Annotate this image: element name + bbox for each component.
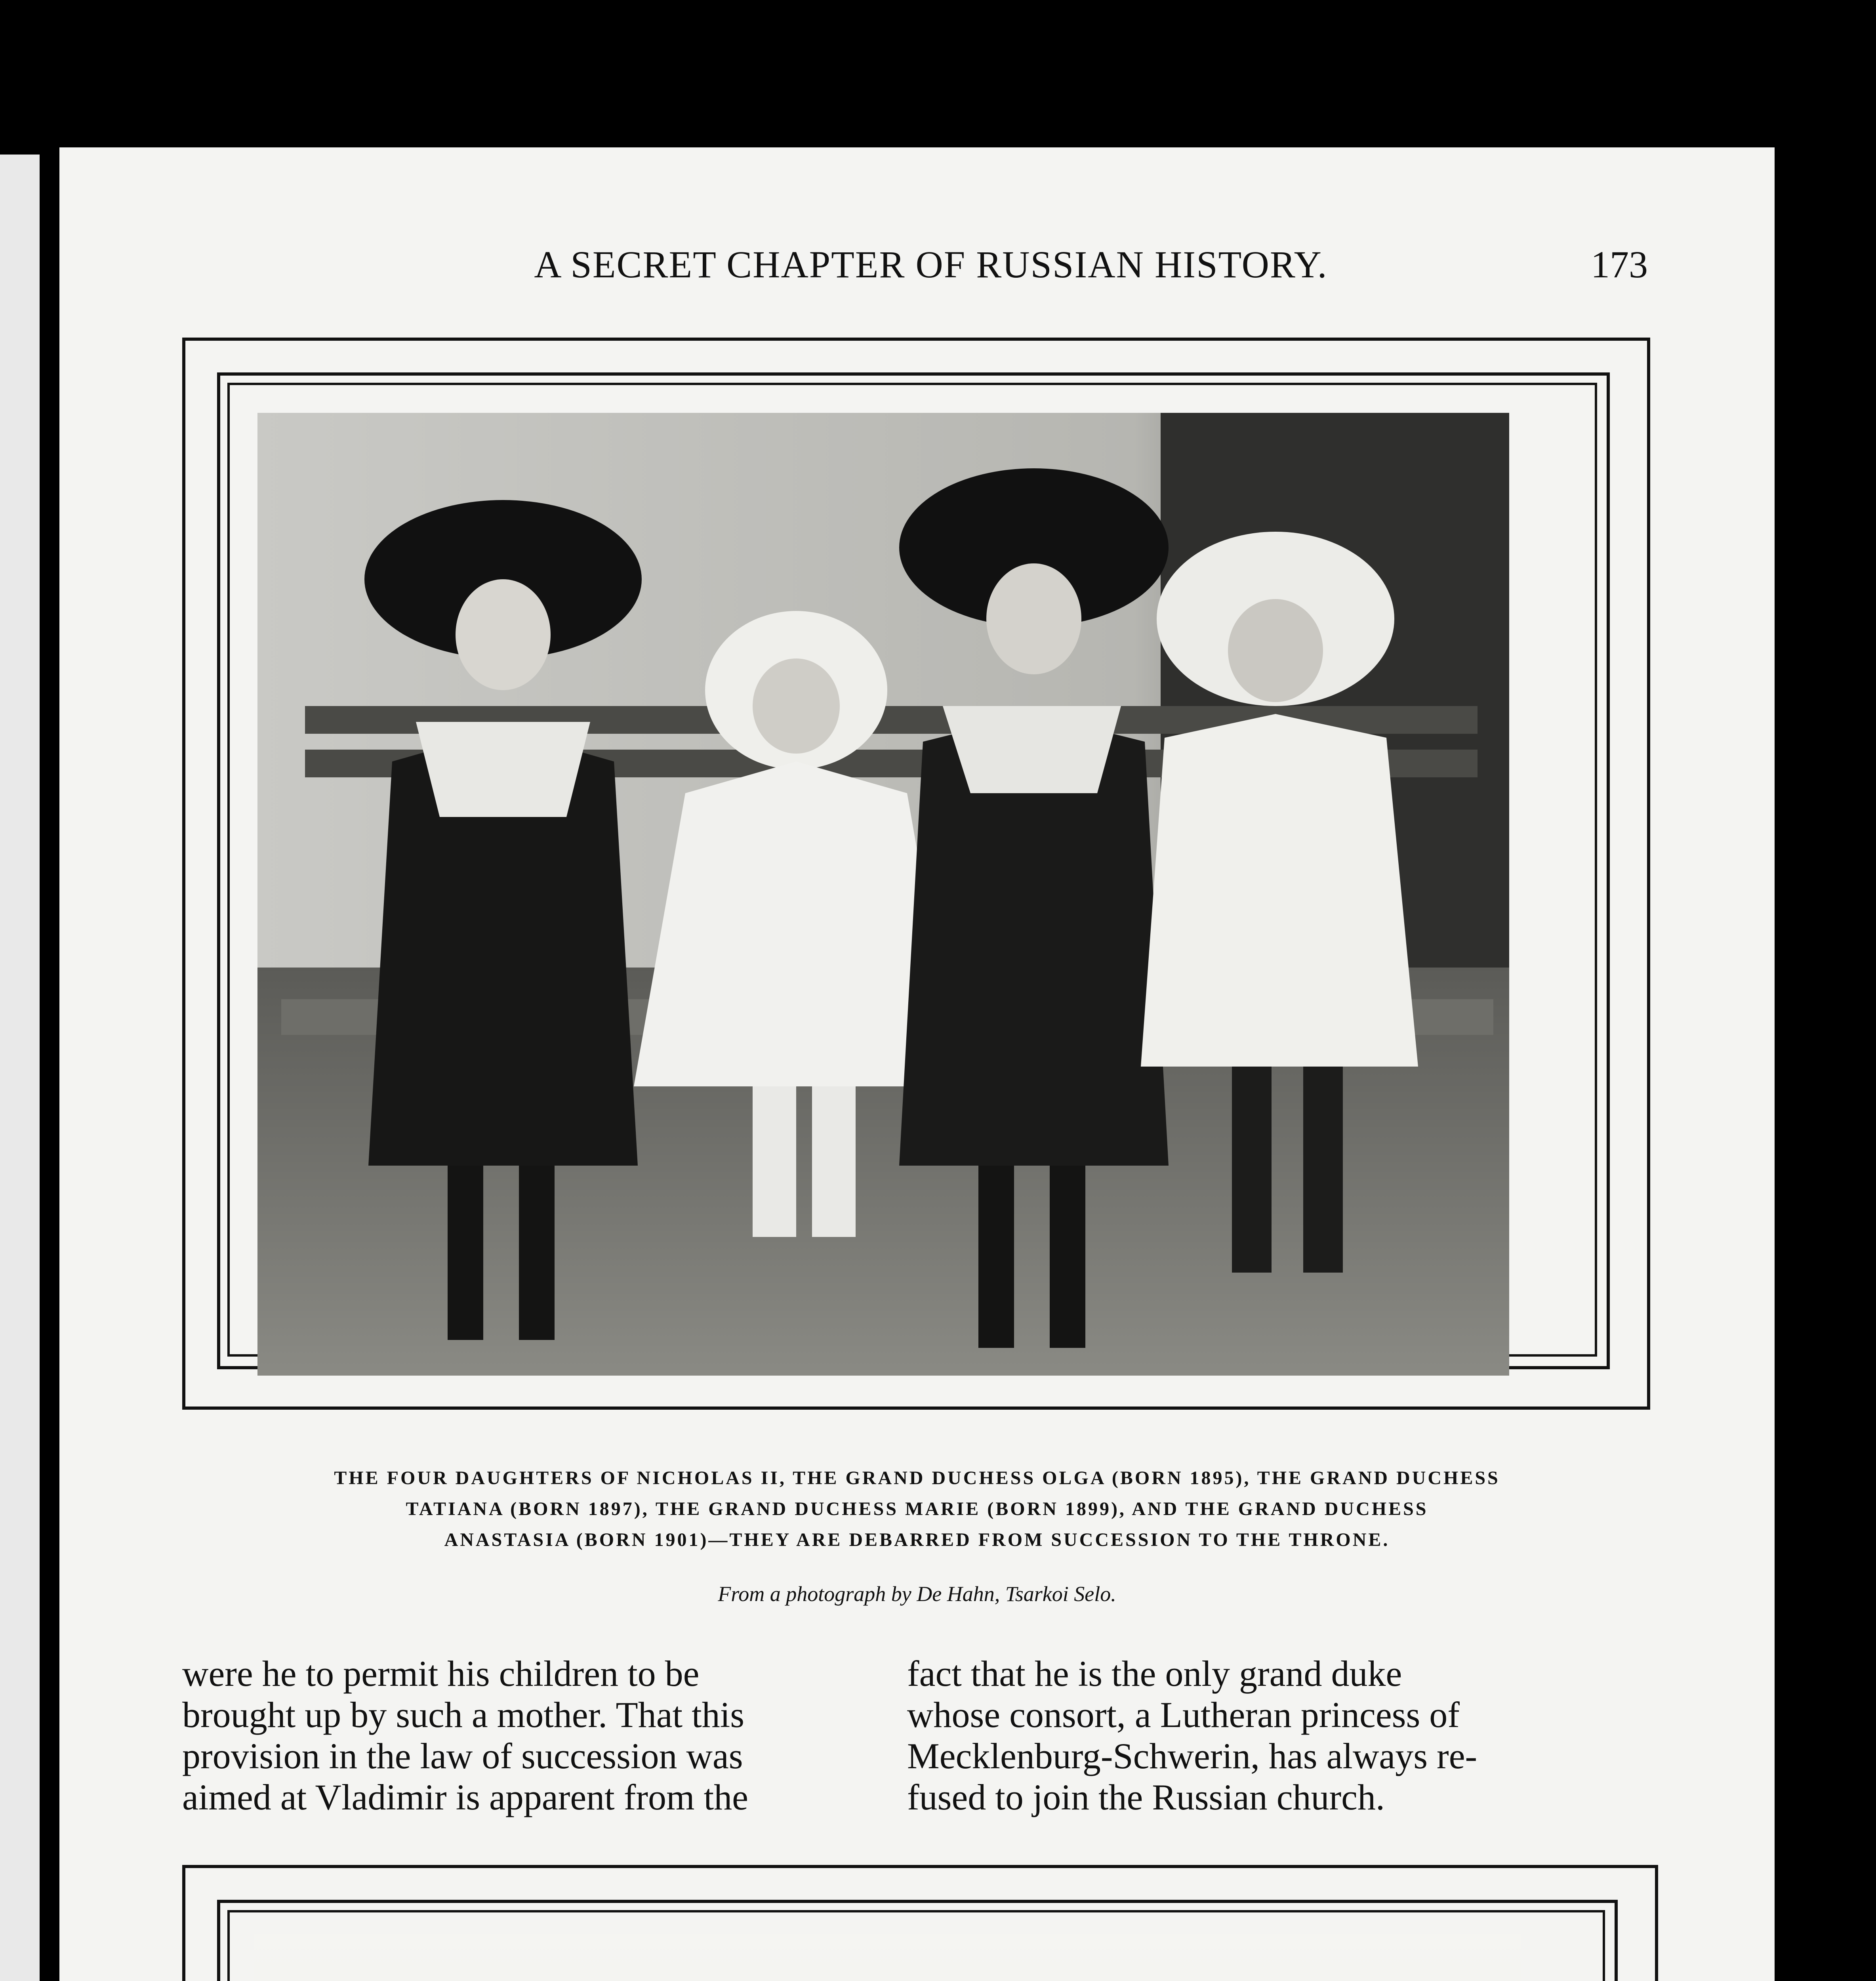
text-line: fused to join the Russian church. <box>907 1777 1385 1817</box>
daughters-photograph <box>257 413 1509 1376</box>
text-line: provision in the law of succession was <box>182 1736 743 1776</box>
body-right-column <box>907 1653 1644 1827</box>
body-left-column <box>182 1653 864 1827</box>
text-line: Mecklenburg-Schwerin, has always re- <box>907 1736 1478 1776</box>
running-head-title: A SECRET CHAPTER OF RUSSIAN HISTORY. <box>534 243 1328 286</box>
page-number: 173 <box>1591 243 1648 286</box>
magazine-page <box>59 147 1775 1981</box>
figure-1-frame <box>182 338 1650 1410</box>
winter-palace-photograph <box>254 1934 1521 1981</box>
text-line: aimed at Vladimir is apparent from the <box>182 1777 748 1817</box>
caption-line: TATIANA (BORN 1897), THE GRAND DUCHESS MARIE (BORN 1899), AND THE GRAND DUCHESS <box>406 1498 1428 1519</box>
text-line: were he to permit his children to be <box>182 1653 700 1694</box>
caption-line: THE FOUR DAUGHTERS OF NICHOLAS II, THE GRAND DUCHESS OLGA (BORN 1895), THE GRAND DUCHESS <box>334 1468 1500 1489</box>
facing-page-edge <box>0 155 40 1981</box>
text-line: fact that he is the only grand duke <box>907 1653 1402 1694</box>
text-line: brought up by such a mother. That this <box>182 1695 745 1735</box>
text-line: whose consort, a Lutheran princess of <box>907 1695 1460 1735</box>
figure-2-frame <box>182 1865 1658 1981</box>
caption-line: ANASTASIA (BORN 1901)—THEY ARE DEBARRED FROM SUCCESSION TO THE THRONE. <box>444 1529 1390 1550</box>
photo-credit: From a photograph by De Hahn, Tsarkoi Selo. <box>718 1582 1116 1606</box>
figure-1-caption <box>119 1463 1715 1566</box>
